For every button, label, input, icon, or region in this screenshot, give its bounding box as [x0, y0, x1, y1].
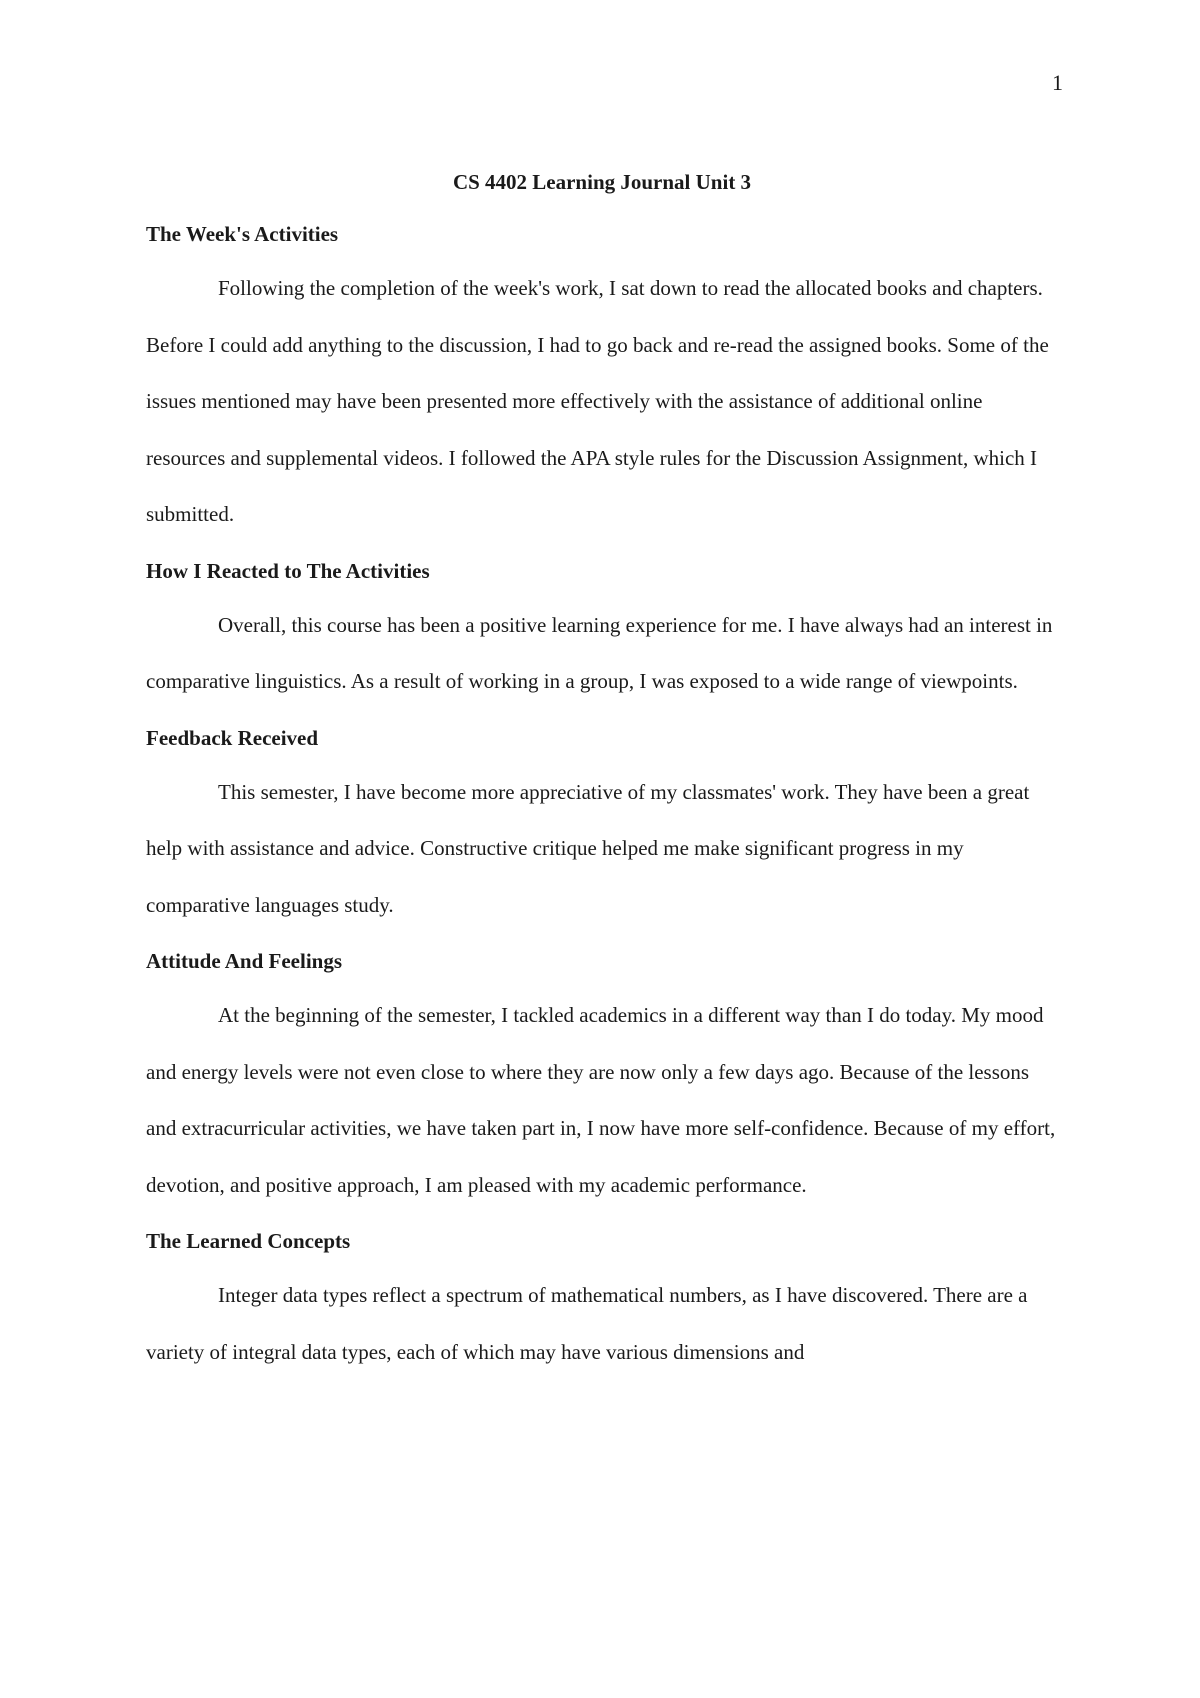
section-feedback-received	[146, 724, 1058, 934]
document-title: CS 4402 Learning Journal Unit 3	[452, 170, 752, 194]
section-heading: Feedback Received	[146, 725, 319, 750]
section-weeks-activities	[146, 220, 1058, 543]
section-heading: Attitude And Feelings	[146, 949, 343, 973]
section-paragraph: Integer data types reflect a spectrum of mathematical numbers, as I have discovered. There are a variety of integral data types, each of which may have various dimensions and	[146, 1283, 1028, 1364]
section-paragraph: This semester, I have become more appreciative of my classmates' work. They have been a great help with assistance and advice. Constructive critique helped me make significant progress in my comparative languages study.	[146, 779, 1030, 917]
section-paragraph: Overall, this course has been a positive learning experience for me. I have always had an interest in comparative linguistics. As a result of working in a group, I was exposed to a wide range of viewpoints.	[146, 612, 1053, 693]
section-attitude-feelings	[146, 947, 1058, 1213]
document-body	[146, 168, 1058, 1394]
section-learned-concepts	[146, 1227, 1058, 1380]
section-heading: The Week's Activities	[146, 222, 339, 246]
section-heading: How I Reacted to The Activities	[146, 558, 430, 583]
section-paragraph: At the beginning of the semester, I tackled academics in a different way than I do today. My mood and energy levels were not even close to where they are now only a few days ago. Because of the lessons and extracurricular activities, we have taken part in, I now have more self-confidence. Because of my effort, devotion, and positive approach, I am pleased with my academic performance.	[146, 1003, 1056, 1197]
section-paragraph: Following the completion of the week's work, I sat down to read the allocated books and chapters. Before I could add anything to the discussion, I had to go back and re-read the assigned books. Some of the issues mentioned may have been presented more effectively with the assistance of additional online resources and supplemental videos. I followed the APA style rules for the Discussion Assignment, which I submitted.	[146, 276, 1049, 526]
section-heading: The Learned Concepts	[146, 1229, 351, 1253]
section-how-i-reacted	[146, 557, 1058, 710]
page-number: 1	[1052, 70, 1063, 95]
